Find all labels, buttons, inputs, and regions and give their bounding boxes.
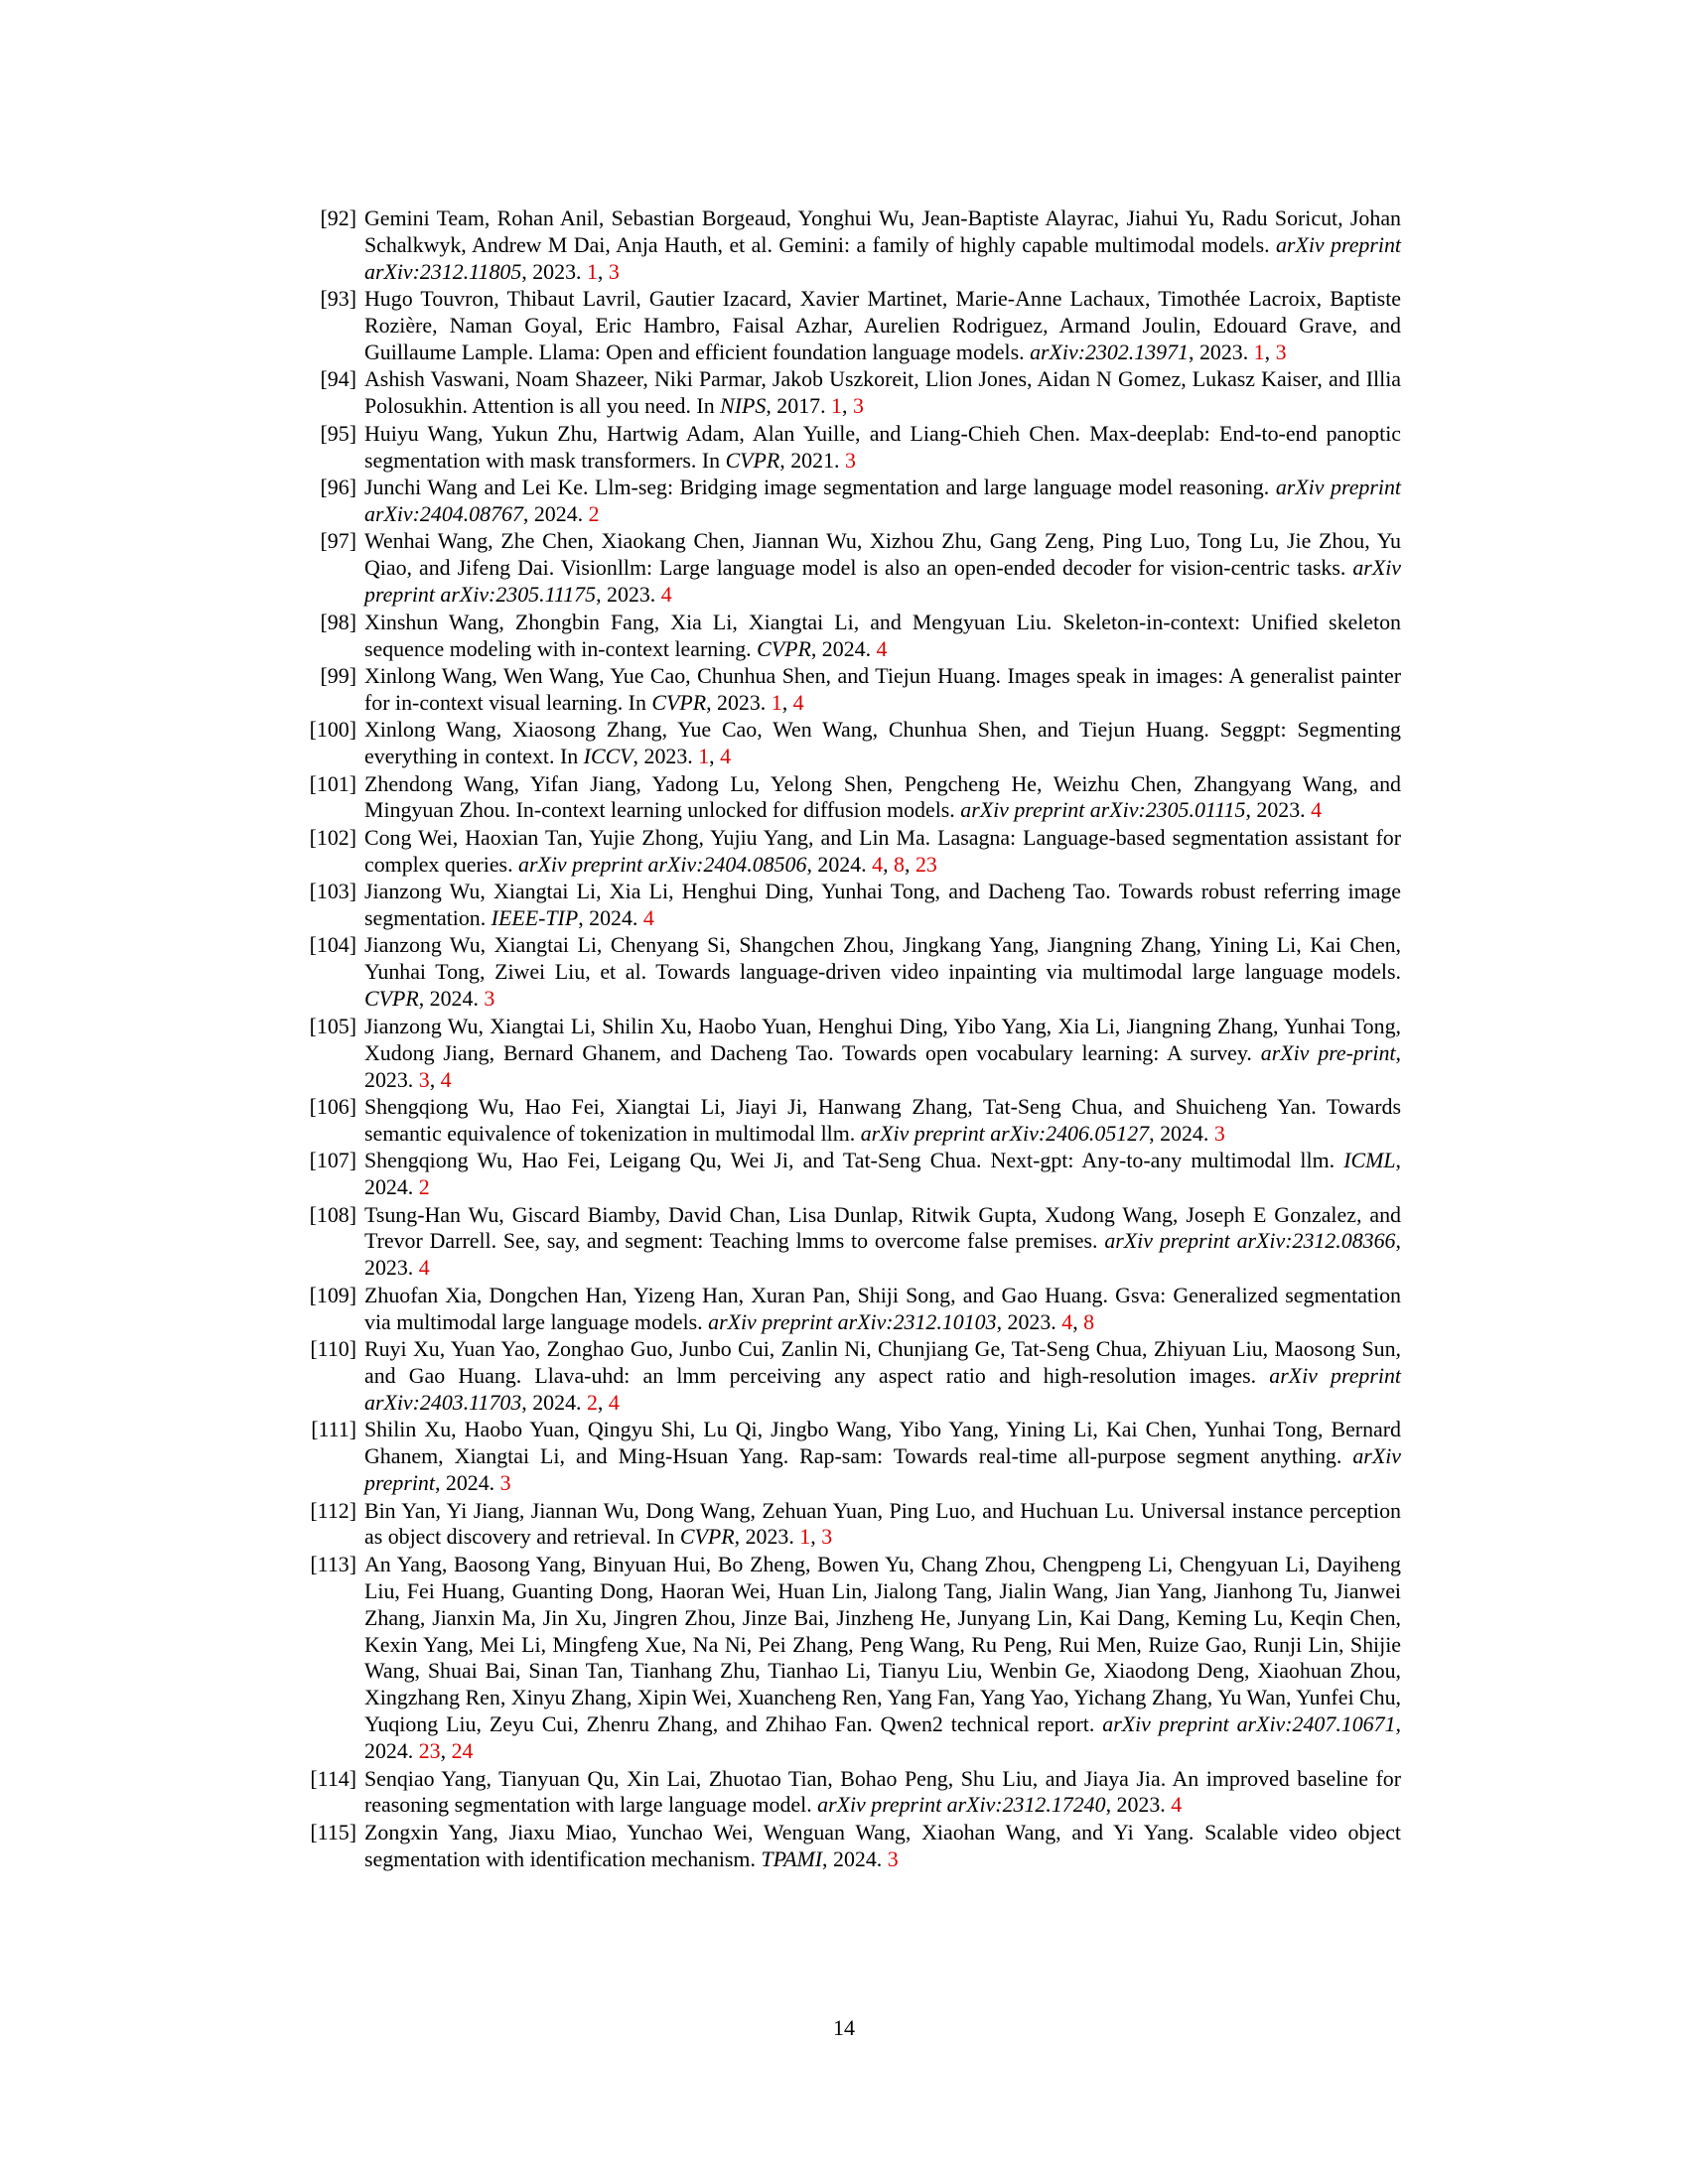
reference-text-segment: , 2024. [1149, 1120, 1214, 1146]
reference-number: [114] [310, 1765, 356, 1791]
reference-text [364, 610, 1401, 661]
reference-text-segment: Hugo Touvron, Thibaut Lavril, Gautier Izacard, Xavier Martinet, Marie-Anne Lachaux, Timothée Lacroix, Baptiste Rozière, Naman Goyal, Eric Hambro, Faisal Azhar, Aurelien Rodriguez, Armand Joulin, Edouard Grave, and Guillaume Lample. Llama: Open and efficient foundation language models. [364, 286, 1401, 365]
page-backref-link[interactable]: 3 [1275, 340, 1287, 365]
venue-italic: arXiv pre-print [1260, 1039, 1396, 1065]
reference-entry [301, 366, 1401, 420]
reference-text-segment: , 2023. [521, 258, 587, 284]
reference-text-segment: Jianzong Wu, Xiangtai Li, Xia Li, Henghui Ding, Yunhai Tong, and Dacheng Tao. Towards robust referring image segmentation. [364, 879, 1401, 931]
reference-number: [108] [309, 1201, 356, 1227]
reference-text-segment: Jianzong Wu, Xiangtai Li, Shilin Xu, Haobo Yuan, Henghui Ding, Yibo Yang, Xia Li, Jiangning Zhang, Yunhai Tong, Xudong Jiang, Bernard Ghanem, and Dacheng Tao. Towards open vocabulary learning: A survey. [364, 1013, 1401, 1065]
venue-italic: arXiv preprint arXiv:2404.08506 [518, 851, 807, 877]
reference-entry [301, 932, 1401, 1013]
reference-text [364, 286, 1401, 364]
reference-number: [105] [309, 1013, 356, 1038]
reference-text [364, 1336, 1401, 1415]
reference-text-segment: , 2023. [364, 1039, 1401, 1092]
reference-number: [104] [309, 932, 356, 958]
reference-text-segment: , [781, 689, 793, 715]
reference-number: [102] [309, 824, 356, 850]
page-backref-link[interactable]: 1 [771, 689, 782, 715]
reference-entry [301, 717, 1401, 770]
reference-number: [111] [311, 1417, 356, 1442]
page-backref-link[interactable]: 1 [831, 393, 842, 419]
page-backref-link[interactable]: 3 [844, 447, 856, 473]
reference-text-segment: Zhuofan Xia, Dongchen Han, Yizeng Han, Xuran Pan, Shiji Song, and Gao Huang. Gsva: Generalized segmentation via multimodal large language models. [364, 1282, 1401, 1334]
reference-entry [301, 475, 1401, 528]
reference-entry [301, 1820, 1401, 1873]
reference-entry [301, 421, 1401, 475]
reference-text [364, 932, 1401, 1011]
venue-italic: CVPR [679, 1524, 735, 1550]
reference-text-segment: Cong Wei, Haoxian Tan, Yujie Zhong, Yujiu Yang, and Lin Ma. Lasagna: Language-based segmentation assistant for complex queries. [364, 824, 1401, 877]
reference-entry [301, 205, 1401, 286]
reference-text [364, 475, 1401, 526]
reference-text [364, 1552, 1401, 1763]
venue-italic: arXiv:2302.13971 [1030, 340, 1189, 365]
page-backref-link[interactable]: 4 [642, 905, 654, 931]
reference-text-segment: , 2023. [706, 689, 772, 715]
page-backref-link[interactable]: 2 [588, 500, 600, 526]
reference-entry [301, 1552, 1401, 1765]
venue-italic: CVPR [364, 986, 419, 1012]
reference-text-segment: , [440, 1738, 452, 1764]
reference-text [364, 1820, 1401, 1871]
reference-text-segment: Ruyi Xu, Yuan Yao, Zonghao Guo, Junbo Cui, Zanlin Ni, Chunjiang Ge, Tat-Seng Chua, Zhiyuan Liu, Maosong Sun, and Gao Huang. Llava-uhd: an lmm perceiving any aspect ratio and high-resolution images. [364, 1336, 1401, 1388]
page-backref-link[interactable]: 4 [792, 689, 804, 715]
reference-text-segment: , 2024. [521, 1389, 587, 1415]
reference-number: [103] [309, 879, 356, 904]
page-backref-link[interactable]: 3 [1213, 1120, 1225, 1146]
reference-text-segment: , [883, 851, 895, 877]
reference-entry [301, 1766, 1401, 1820]
reference-number: [97] [320, 528, 356, 554]
page-backref-link[interactable]: 4 [876, 635, 888, 661]
page-backref-link[interactable]: 3 [821, 1524, 833, 1550]
reference-text-segment: , 2017. [766, 393, 832, 419]
reference-text [364, 879, 1401, 930]
reference-text [364, 1014, 1401, 1092]
page-backref-link[interactable]: 23 [418, 1738, 441, 1764]
reference-text [364, 825, 1401, 877]
page-backref-link[interactable]: 1 [586, 258, 598, 284]
reference-text-segment: , 2023. [1105, 1792, 1172, 1818]
reference-text-segment: Huiyu Wang, Yukun Zhu, Hartwig Adam, Alan Yuille, and Liang-Chieh Chen. Max-deeplab: End-to-end panoptic segmentation with mask transformers. In [364, 420, 1401, 473]
reference-text-segment: , 2023. [734, 1524, 800, 1550]
reference-text [364, 366, 1401, 418]
page-backref-link[interactable]: 1 [1253, 340, 1265, 365]
reference-text-segment: Wenhai Wang, Zhe Chen, Xiaokang Chen, Jiannan Wu, Xizhou Zhu, Gang Zeng, Ping Luo, Tong Lu, Jie Zhou, Yu Qiao, and Jifeng Dai. Visionllm: Large language model is also an open-ended decoder for vision-centric tasks. [364, 528, 1401, 581]
venue-italic: arXiv preprint arXiv:2403.11703 [364, 1362, 1401, 1415]
page-backref-link[interactable]: 2 [418, 1174, 430, 1200]
venue-italic: arXiv preprint arXiv:2312.08366 [1104, 1228, 1396, 1254]
reference-text-segment: Xinlong Wang, Wen Wang, Yue Cao, Chunhua Shen, and Tiejun Huang. Images speak in images: A generalist painter for in-context visual learning. In [364, 662, 1401, 715]
reference-text-segment: , 2024. [578, 905, 643, 931]
reference-text-segment: , 2024. [364, 1148, 1401, 1200]
reference-number: [94] [320, 366, 356, 392]
venue-italic: IEEE-TIP [491, 905, 579, 931]
page-backref-link[interactable]: 3 [418, 1066, 430, 1092]
reference-text-segment: , 2023. [1245, 797, 1312, 823]
reference-text-segment: Zhendong Wang, Yifan Jiang, Yadong Lu, Yelong Shen, Pengcheng He, Weizhu Chen, Zhangyang Wang, and Mingyuan Zhou. In-context learning unlocked for diffusion models. [364, 770, 1401, 823]
reference-text-segment: Xinshun Wang, Zhongbin Fang, Xia Li, Xiangtai Li, and Mengyuan Liu. Skeleton-in-context: Unified skeleton sequence modeling with in-context learning. [364, 609, 1401, 661]
reference-number: [115] [310, 1819, 356, 1844]
page-backref-link[interactable]: 8 [894, 851, 905, 877]
reference-text-segment: Junchi Wang and Lei Ke. Llm-seg: Bridging image segmentation and large language model reasoning. [364, 475, 1276, 500]
reference-entry [301, 1094, 1401, 1148]
reference-text [364, 205, 1401, 284]
venue-italic: arXiv preprint arXiv:2406.05127 [860, 1120, 1150, 1146]
venue-italic: CVPR [725, 447, 780, 473]
reference-text-segment: , 2023. [1189, 340, 1254, 365]
page-backref-link[interactable]: 24 [451, 1738, 474, 1764]
reference-entry [301, 610, 1401, 663]
reference-text-segment: , [429, 1066, 441, 1092]
reference-text [364, 771, 1401, 823]
reference-text-segment: Jianzong Wu, Xiangtai Li, Chenyang Si, Shangchen Zhou, Jingkang Yang, Jiangning Zhang, Yining Li, Kai Chen, Yunhai Tong, Ziwei Liu, et al. Towards language-driven video inpainting via multimodal large language models. [364, 932, 1401, 985]
venue-italic: ICCV [583, 744, 633, 769]
reference-entry [301, 1283, 1401, 1336]
reference-number: [93] [320, 286, 356, 312]
reference-text [364, 1148, 1401, 1199]
reference-entry [301, 1202, 1401, 1283]
reference-text-segment: Shengqiong Wu, Hao Fei, Leigang Qu, Wei Ji, and Tat-Seng Chua. Next-gpt: Any-to-any multimodal llm. [364, 1148, 1344, 1173]
reference-text [364, 528, 1401, 607]
reference-entry [301, 1148, 1401, 1201]
venue-italic: arXiv preprint arXiv:2305.01115 [960, 797, 1246, 823]
reference-text-segment: Senqiao Yang, Tianyuan Qu, Xin Lai, Zhuotao Tian, Bohao Peng, Shu Liu, and Jiaya Jia. An improved baseline for reasoning segmentation with large language model. [364, 1765, 1401, 1818]
page-backref-link[interactable]: 4 [440, 1066, 452, 1092]
page-backref-link[interactable]: 4 [1311, 797, 1323, 823]
reference-number: [110] [310, 1336, 356, 1362]
reference-text-segment: Shilin Xu, Haobo Yuan, Qingyu Shi, Lu Qi, Jingbo Wang, Yibo Yang, Yining Li, Kai Chen, Yunhai Tong, Bernard Ghanem, Xiangtai Li, and Ming-Hsuan Yang. Rap-sam: Towards real-time all-purpose segment anything. [364, 1417, 1401, 1469]
reference-text-segment: , 2023. [633, 744, 699, 769]
reference-text-segment: Gemini Team, Rohan Anil, Sebastian Borgeaud, Yonghui Wu, Jean-Baptiste Alayrac, Jiahui Yu, Radu Soricut, Johan Schalkwyk, Andrew M Dai, Anja Hauth, et al. Gemini: a family of highly capable multimodal models. [364, 205, 1401, 257]
reference-number: [107] [309, 1148, 356, 1173]
venue-italic: arXiv preprint arXiv:2404.08767 [364, 475, 1401, 526]
page-backref-link[interactable]: 2 [586, 1389, 598, 1415]
page-backref-link[interactable]: 3 [499, 1470, 511, 1496]
reference-text-segment: , [810, 1524, 822, 1550]
venue-italic: TPAMI [761, 1845, 823, 1871]
page-backref-link[interactable]: 4 [418, 1255, 430, 1281]
reference-number: [106] [309, 1093, 356, 1119]
reference-text-segment: , 2023. [596, 582, 661, 608]
venue-italic: CVPR [651, 689, 707, 715]
page-backref-link[interactable]: 8 [1083, 1308, 1095, 1334]
page-backref-link[interactable]: 3 [887, 1845, 899, 1871]
reference-entry [301, 825, 1401, 879]
page-backref-link[interactable]: 4 [1171, 1792, 1183, 1818]
reference-text [364, 1417, 1401, 1495]
reference-text [364, 421, 1401, 473]
reference-text-segment: An Yang, Baosong Yang, Binyuan Hui, Bo Zheng, Bowen Yu, Chang Zhou, Chengpeng Li, Chengyuan Li, Dayiheng Liu, Fei Huang, Guanting Dong, Haoran Wei, Huan Lin, Jialong Tang, Jialin Wang, Jian Yang, Jianhong Tu, Jianwei Zhang, Jianxin Ma, Jin Xu, Jingren Zhou, Jinze Bai, Jinzheng He, Junyang Lin, Kai Dang, Keming Lu, Keqin Chen, Kexin Yang, Mei Li, Mingfeng Xue, Na Ni, Pei Zhang, Peng Wang, Ru Peng, Rui Men, Ruize Gao, Runji Lin, Shijie Wang, Shuai Bai, Sinan Tan, Tianhang Zhu, Tianhao Li, Tianyu Liu, Wenbin Ge, Xiaodong Deng, Xiaohuan Zhou, Xingzhang Ren, Xinyu Zhang, Xipin Wei, Xuancheng Ren, Yang Fan, Yang Yao, Yichang Zhang, Yu Wan, Yunfei Chu, Yuqiong Liu, Zeyu Cui, Zhenru Zhang, and Zhihao Fan. Qwen2 technical report. [364, 1551, 1401, 1737]
reference-text-segment: Bin Yan, Yi Jiang, Jiannan Wu, Dong Wang, Zehuan Yuan, Ping Luo, and Huchuan Lu. Universal instance perception as object discovery and retrieval. In [364, 1497, 1401, 1550]
page-backref-link[interactable]: 3 [852, 393, 864, 419]
reference-list [301, 205, 1401, 1873]
venue-italic: arXiv preprint arXiv:2305.11175 [364, 555, 1401, 608]
venue-italic: NIPS [720, 393, 767, 419]
venue-italic: arXiv preprint [364, 1443, 1401, 1496]
page-backref-link[interactable]: 4 [660, 582, 672, 608]
reference-text-segment: , [597, 258, 609, 284]
reference-number: [99] [320, 662, 356, 688]
reference-text-segment: , [1264, 340, 1276, 365]
reference-text-segment: , [709, 744, 721, 769]
reference-entry [301, 528, 1401, 609]
reference-text [364, 1202, 1401, 1281]
page-backref-link[interactable]: 23 [914, 851, 937, 877]
reference-text [364, 717, 1401, 768]
page-backref-link[interactable]: 3 [608, 258, 620, 284]
reference-text-segment: Xinlong Wang, Xiaosong Zhang, Yue Cao, Wen Wang, Chunhua Shen, and Tiejun Huang. Seggpt: Segmenting everything in context. In [364, 717, 1401, 769]
reference-number: [101] [309, 770, 356, 796]
venue-italic: ICML [1343, 1148, 1396, 1173]
venue-italic: arXiv preprint arXiv:2407.10671 [1102, 1711, 1396, 1737]
reference-text-segment: Zongxin Yang, Jiaxu Miao, Yunchao Wei, Wenguan Wang, Xiaohan Wang, and Yi Yang. Scalable video object segmentation with identification mechanism. [364, 1819, 1401, 1871]
reference-entry [301, 1336, 1401, 1417]
reference-number: [96] [320, 475, 356, 500]
reference-text-segment: , [904, 851, 915, 877]
page-backref-link[interactable]: 4 [720, 744, 732, 769]
reference-entry [301, 286, 1401, 366]
reference-text-segment: Tsung-Han Wu, Giscard Biamby, David Chan, Lisa Dunlap, Ritwik Gupta, Xudong Wang, Joseph E Gonzalez, and Trevor Darrell. See, say, and segment: Teaching lmms to overcome false premises. [364, 1201, 1401, 1254]
page-backref-link[interactable]: 1 [799, 1524, 811, 1550]
reference-text-segment: , 2024. [822, 1845, 888, 1871]
reference-text [364, 1498, 1401, 1550]
reference-number: [109] [309, 1282, 356, 1307]
reference-text [364, 1094, 1401, 1146]
reference-text-segment: Ashish Vaswani, Noam Shazeer, Niki Parmar, Jakob Uszkoreit, Llion Jones, Aidan N Gomez, Lukasz Kaiser, and Illia Polosukhin. Attention is all you need. In [364, 366, 1401, 419]
venue-italic: arXiv preprint arXiv:2312.17240 [817, 1792, 1106, 1818]
reference-entry [301, 1014, 1401, 1094]
reference-text-segment: , 2024. [522, 500, 589, 526]
reference-text [364, 1766, 1401, 1818]
reference-text-segment: , 2024. [806, 851, 873, 877]
reference-number: [92] [320, 205, 356, 230]
venue-italic: arXiv preprint arXiv:2312.11805 [364, 231, 1401, 284]
reference-number: [100] [309, 717, 356, 743]
reference-text-segment: , [597, 1389, 609, 1415]
reference-number: [113] [310, 1551, 356, 1576]
reference-entry [301, 879, 1401, 932]
reference-entry [301, 663, 1401, 717]
reference-text [364, 663, 1401, 715]
reference-text-segment: , 2024. [434, 1470, 500, 1496]
venue-italic: CVPR [757, 635, 811, 661]
reference-text [364, 1283, 1401, 1334]
page-backref-link[interactable]: 4 [1061, 1308, 1073, 1334]
reference-text-segment: , 2023. [996, 1308, 1062, 1334]
reference-number: [98] [320, 609, 356, 634]
venue-italic: arXiv preprint arXiv:2312.10103 [708, 1308, 997, 1334]
page-backref-link[interactable]: 1 [698, 744, 710, 769]
reference-text-segment: , 2024. [810, 635, 877, 661]
reference-text-segment: , 2024. [364, 1711, 1401, 1764]
reference-entry [301, 1498, 1401, 1552]
reference-text-segment: , 2021. [779, 447, 845, 473]
reference-number: [112] [310, 1497, 356, 1523]
reference-text-segment: , [841, 393, 853, 419]
reference-text-segment: , [1072, 1308, 1084, 1334]
page-number: 14 [833, 2015, 855, 2040]
page-backref-link[interactable]: 4 [872, 851, 884, 877]
reference-text-segment: , 2023. [364, 1228, 1401, 1281]
reference-entry [301, 1417, 1401, 1497]
reference-text-segment: , 2024. [418, 986, 485, 1012]
reference-number: [95] [320, 420, 356, 446]
page-backref-link[interactable]: 4 [608, 1389, 620, 1415]
reference-text-segment: Shengqiong Wu, Hao Fei, Xiangtai Li, Jiayi Ji, Hanwang Zhang, Tat-Seng Chua, and Shuicheng Yan. Towards semantic equivalence of tokenization in multimodal llm. [364, 1093, 1401, 1146]
reference-entry [301, 771, 1401, 825]
page-backref-link[interactable]: 3 [484, 986, 495, 1012]
